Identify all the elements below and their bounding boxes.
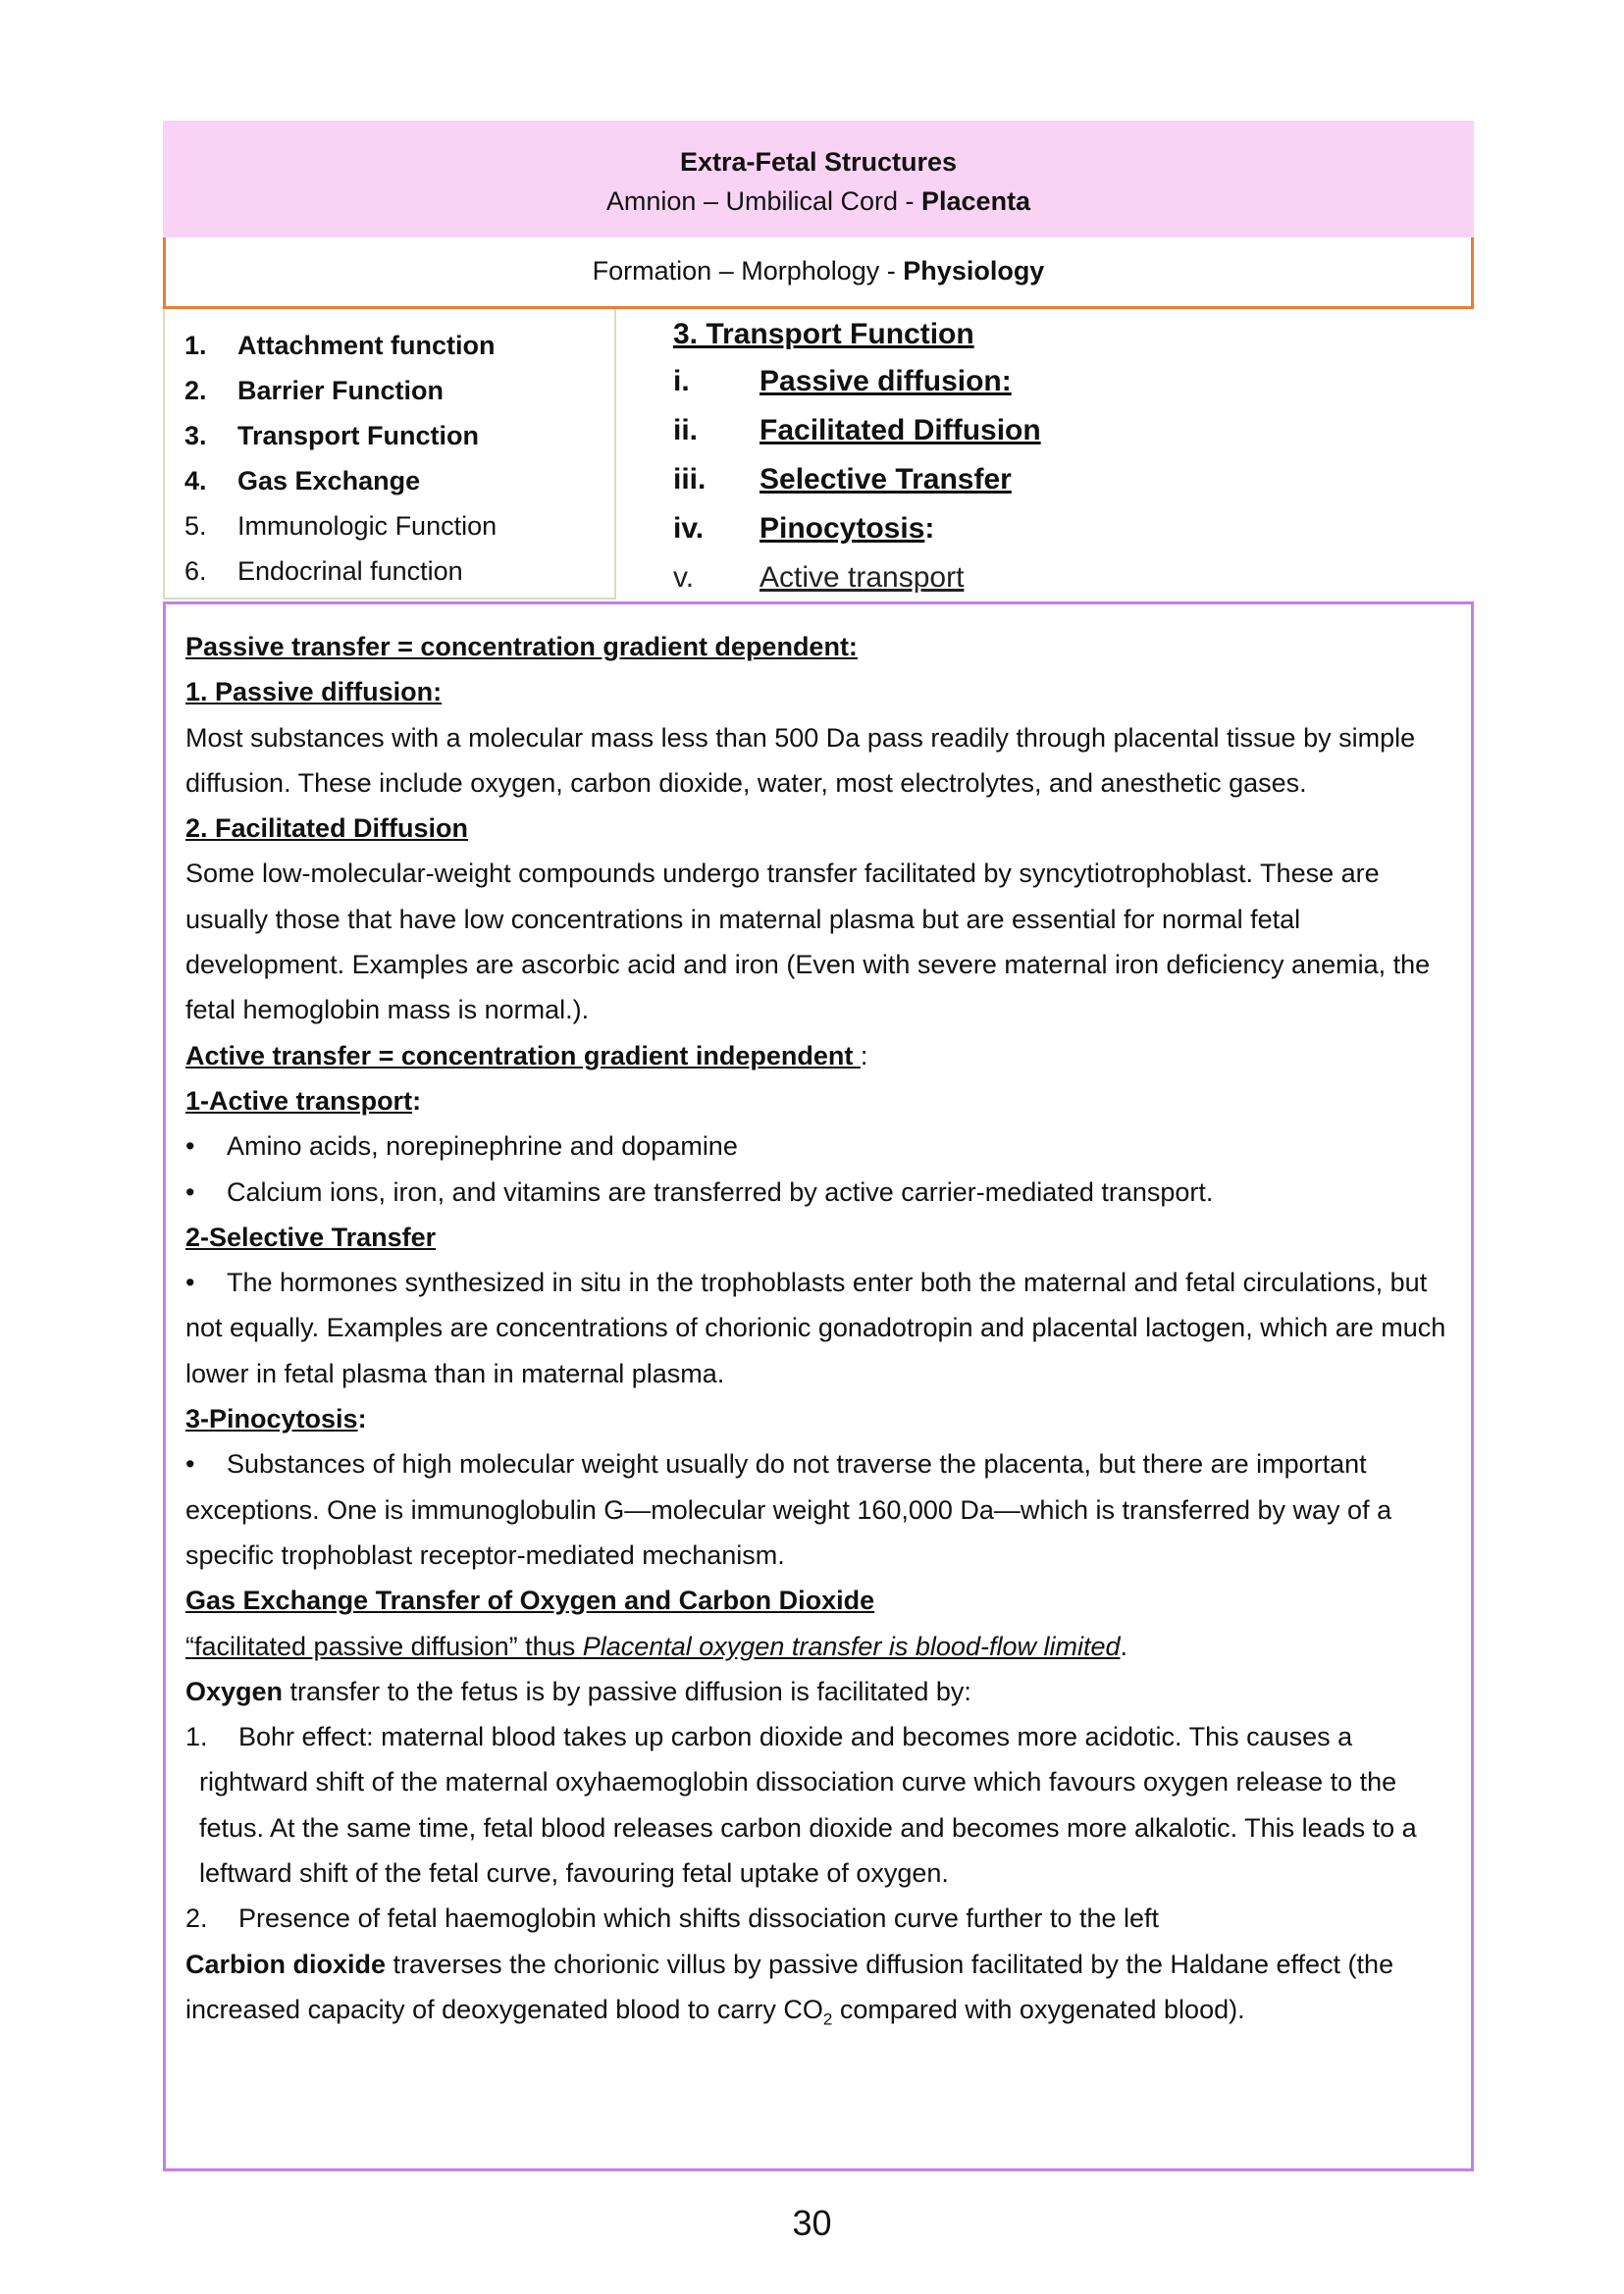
transport-outline	[673, 312, 1458, 602]
list-item: v. Active transport	[673, 561, 965, 594]
subtitle-highlight: Placenta	[921, 186, 1031, 216]
paragraph: Oxygen transfer to the fetus is by passive diffusion is facilitated by:	[185, 1676, 971, 1706]
subsection-heading: 1-Active transport:	[185, 1085, 422, 1116]
subsection-heading: 2-Selective Transfer	[185, 1222, 437, 1252]
bullet-icon: •	[185, 1268, 195, 1298]
section-banner	[163, 237, 1474, 309]
list-item: 2. Barrier Function	[184, 376, 445, 405]
section-highlight: Physiology	[903, 256, 1045, 286]
functions-list	[163, 309, 616, 600]
subsection-heading: 1. Passive diffusion:	[185, 677, 443, 707]
section-heading: Passive transfer = concentration gradient dependent:	[185, 632, 858, 661]
page-subtitle	[163, 182, 1474, 221]
bullet-icon: •	[185, 1176, 195, 1207]
page-title: Extra-Fetal Structures	[679, 147, 958, 177]
paragraph: Carbion dioxide traverses the chorionic villus by passive diffusion facilitated by the Haldane effect (the increased capacity of deoxygenated blood to carry $CO_2$ compared with oxygenated blood).	[185, 1949, 1394, 2029]
bullet-paragraph: • The hormones synthesized in situ in the trophoblasts enter both the maternal and fetal circulations, but not equally. Examples are concentrations of chorionic gonadotropin and placental lactogen, which are much lower in fetal plasma than in maternal plasma.	[185, 1260, 1451, 1396]
list-item: 6. Endocrinal function	[184, 556, 463, 586]
subsection-heading: 3-Pinocytosis:	[185, 1404, 367, 1434]
bullet-paragraph: • Substances of high molecular weight usually do not traverse the placenta, but there are important exceptions. One is immunoglobulin G—molecular weight 160,000 Da—which is transferred by way of a specific trophoblast receptor-mediated mechanism.	[185, 1441, 1451, 1578]
list-item: i. Passive diffusion:	[673, 365, 1012, 397]
list-item: iv. Pinocytosis :	[673, 512, 935, 545]
list-item: iii. Selective Transfer	[673, 463, 1012, 495]
quote-line: “facilitated passive diffusion” thus Placental oxygen transfer is blood-flow limited.	[185, 1631, 1127, 1661]
list-item: 5. Immunologic Function	[184, 511, 498, 541]
subsection-heading: 2. Facilitated Diffusion	[185, 813, 469, 844]
content-panel	[163, 601, 1474, 2171]
page-number: 30	[792, 2203, 832, 2243]
bullet-icon: •	[185, 1449, 195, 1480]
subtitle-text: Amnion – Umbilical Cord -	[605, 186, 922, 216]
bullet-item: • Amino acids, norepinephrine and dopamine	[185, 1123, 1451, 1169]
numbered-item: 1. Bohr effect: maternal blood takes up carbon dioxide and becomes more acidotic. This causes a rightward shift of the maternal oxyhaemoglobin dissociation curve which favours oxygen release to the fetus. At the same time, fetal blood releases carbon dioxide and becomes more alkalotic. This leads to a leftward shift of the fetal curve, favouring fetal uptake of oxygen.	[185, 1722, 1417, 1889]
section-text: Formation – Morphology -	[592, 256, 904, 286]
list-item: 1. Attachment function	[184, 331, 496, 360]
numbered-item: 2. Presence of fetal haemoglobin which shifts dissociation curve further to the left	[185, 1903, 1159, 1934]
bullet-item: • Calcium ions, iron, and vitamins are transferred by active carrier-mediated transport.	[185, 1170, 1451, 1215]
section-heading: Gas Exchange Transfer of Oxygen and Carbon Dioxide	[185, 1586, 875, 1616]
bullet-icon: •	[185, 1131, 195, 1162]
title-banner	[163, 121, 1474, 237]
paragraph: Some low-molecular-weight compounds undergo transfer facilitated by syncytiotrophoblast. These are usually those that have low concentrations in maternal plasma but are essential for normal fetal development. Examples are ascorbic acid and iron (Even with severe maternal iron deficiency anemia, the fetal hemoglobin mass is normal.).	[185, 859, 1431, 1025]
list-item: 4. Gas Exchange	[184, 466, 421, 495]
transport-heading: 3. Transport Function	[673, 318, 974, 350]
section-heading: Active transfer = concentration gradient independent :	[185, 1040, 868, 1070]
list-item: 3. Transport Function	[184, 421, 479, 450]
list-item: ii. Facilitated Diffusion	[673, 414, 1041, 446]
paragraph: Most substances with a molecular mass less than 500 Da pass readily through placental tissue by simple diffusion. These include oxygen, carbon dioxide, water, most electrolytes, and anesthetic gases.	[185, 722, 1416, 798]
